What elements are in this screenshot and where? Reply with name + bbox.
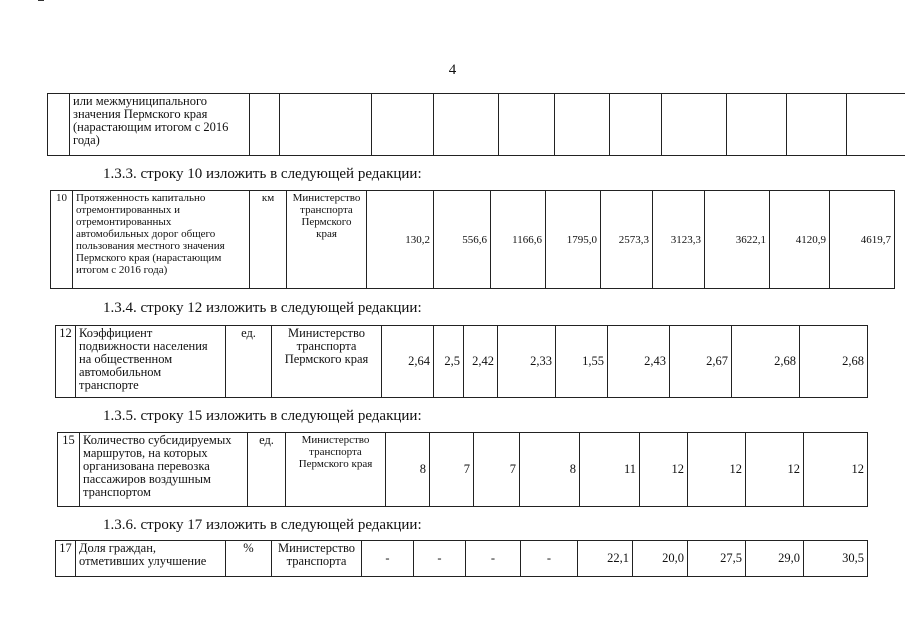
value-cell: 3123,3: [653, 191, 705, 289]
row-number: 12: [56, 326, 76, 398]
cell-empty: [48, 94, 70, 156]
unit-cell: км: [250, 191, 287, 289]
value-cell: 1166,6: [491, 191, 546, 289]
value-cell: 2,5: [434, 326, 464, 398]
cell-empty: [372, 94, 434, 156]
table-row-15: [57, 432, 868, 507]
value-cell: 29,0: [746, 541, 804, 577]
org-cell: Министерство транспорта Пермского края: [287, 191, 367, 289]
value-cell: 20,0: [633, 541, 688, 577]
value-cell: 12: [640, 433, 688, 507]
value-cell: 2,64: [382, 326, 434, 398]
value-cell: -: [414, 541, 466, 577]
row-name-cell: Доля граждан, отметивших улучшение: [76, 541, 226, 577]
value-cell: 2,68: [732, 326, 800, 398]
value-cell: 3622,1: [705, 191, 770, 289]
value-cell: 2,68: [800, 326, 868, 398]
row-name-cell: Протяженность капитально отремонтированных и отремонтированных автомобильных дорог общего пользования местного значения Пермского края (нарастающим итогом с 2016 года): [73, 191, 250, 289]
cell-empty: [555, 94, 610, 156]
value-cell: 2573,3: [601, 191, 653, 289]
value-cell: 30,5: [804, 541, 868, 577]
table-row: [58, 433, 868, 507]
cell-empty: [787, 94, 847, 156]
value-cell: 11: [580, 433, 640, 507]
section-heading: 1.3.5. строку 15 изложить в следующей редакции:: [103, 408, 422, 424]
table-row: [56, 326, 868, 398]
value-cell: 1795,0: [546, 191, 601, 289]
row-name-cell: Количество субсидируемых маршрутов, на которых организована перевозка пассажиров воздушным транспортом: [80, 433, 248, 507]
value-cell: -: [362, 541, 414, 577]
cell-empty: [499, 94, 555, 156]
row-name-cell: Коэффициент подвижности населения на общественном автомобильном транспорте: [76, 326, 226, 398]
value-cell: 2,33: [498, 326, 556, 398]
value-cell: 12: [746, 433, 804, 507]
value-cell: 12: [688, 433, 746, 507]
cell-empty: [727, 94, 787, 156]
org-cell: Министерство транспорта: [272, 541, 362, 577]
row-number: 17: [56, 541, 76, 577]
row-number: 10: [51, 191, 73, 289]
value-cell: 130,2: [367, 191, 434, 289]
table-row-12: [55, 325, 868, 398]
table-row-10: [50, 190, 895, 289]
section-heading: 1.3.3. строку 10 изложить в следующей редакции:: [103, 166, 422, 182]
value-cell: 8: [386, 433, 430, 507]
value-cell: 2,42: [464, 326, 498, 398]
unit-cell: ед.: [226, 326, 272, 398]
unit-cell: ед.: [248, 433, 286, 507]
cell-empty: [610, 94, 662, 156]
row-name-cell: или межмуниципального значения Пермского края (нарастающим итогом с 2016 года): [70, 94, 250, 156]
table-row: [56, 541, 868, 577]
section-heading: 1.3.4. строку 12 изложить в следующей редакции:: [103, 300, 422, 316]
row-number: 15: [58, 433, 80, 507]
table-row: [51, 191, 895, 289]
scan-edge-line: [38, 0, 44, 1]
table-row-17: [55, 540, 868, 577]
value-cell: 7: [474, 433, 520, 507]
cell-empty: [434, 94, 499, 156]
value-cell: 4120,9: [770, 191, 830, 289]
value-cell: 22,1: [578, 541, 633, 577]
value-cell: 7: [430, 433, 474, 507]
org-cell: Министерство транспорта Пермского края: [286, 433, 386, 507]
value-cell: 2,67: [670, 326, 732, 398]
value-cell: 556,6: [434, 191, 491, 289]
org-cell: Министерство транспорта Пермского края: [272, 326, 382, 398]
table-continuation: [47, 93, 905, 156]
table-row: [48, 94, 905, 156]
section-heading: 1.3.6. строку 17 изложить в следующей редакции:: [103, 517, 422, 533]
page-number: 4: [448, 62, 457, 78]
value-cell: 8: [520, 433, 580, 507]
value-cell: -: [466, 541, 521, 577]
cell-empty: [662, 94, 727, 156]
cell-empty: [250, 94, 280, 156]
value-cell: 1,55: [556, 326, 608, 398]
value-cell: -: [521, 541, 578, 577]
value-cell: 2,43: [608, 326, 670, 398]
cell-empty: [280, 94, 372, 156]
value-cell: 27,5: [688, 541, 746, 577]
value-cell: 12: [804, 433, 868, 507]
cell-empty: [847, 94, 905, 156]
value-cell: 4619,7: [830, 191, 895, 289]
unit-cell: %: [226, 541, 272, 577]
